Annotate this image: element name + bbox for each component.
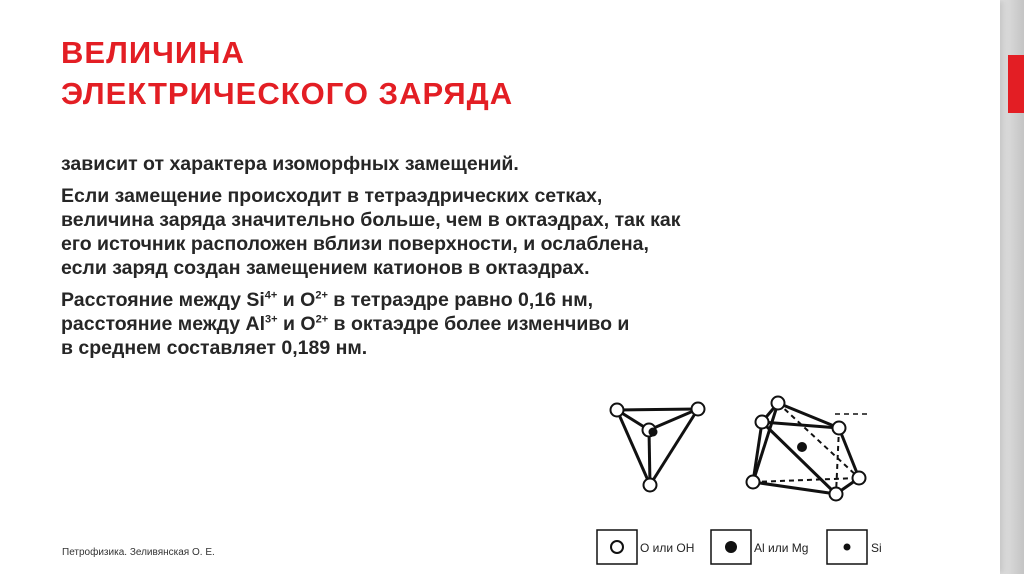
- text-segment: и O: [277, 289, 316, 311]
- octahedron-diagram: [747, 397, 870, 501]
- paragraph-3-line-1: [61, 288, 941, 312]
- accent-bar: [1008, 55, 1024, 113]
- text-segment: расстояние между Al: [61, 313, 266, 335]
- paragraph-1: зависит от характера изоморфных замещений.: [61, 153, 519, 175]
- crystal-structure-figure: [580, 380, 900, 572]
- title-line-2: ЭЛЕКТРИЧЕСКОГО ЗАРЯДА: [61, 76, 514, 111]
- legend-oxygen: [597, 530, 694, 564]
- paragraph-2-line: величина заряда значительно больше, чем в октаэдрах, так как: [61, 209, 681, 231]
- tetrahedron-diagram: [611, 403, 705, 492]
- legend-label-al-mg: Al или Mg: [754, 541, 809, 555]
- legend-al-mg: [711, 530, 808, 564]
- superscript: 2+: [315, 313, 329, 326]
- text-segment: Расстояние между Si: [61, 289, 265, 311]
- footer-credit: Петрофизика. Зеливянская О. Е.: [62, 547, 215, 558]
- legend-label-si: Si: [871, 541, 882, 555]
- si-icon: [844, 544, 851, 551]
- title-line-1: ВЕЛИЧИНА: [61, 35, 245, 70]
- text-segment: в тетраэдре равно 0,16 нм,: [327, 289, 594, 311]
- paragraph-3-line-3: в среднем составляет 0,189 нм.: [61, 337, 368, 359]
- paragraph-3-line-2: [61, 312, 941, 336]
- text-segment: и O: [277, 313, 316, 335]
- superscript: 3+: [265, 313, 278, 326]
- al-mg-icon: [725, 541, 737, 553]
- slide-body: [61, 152, 941, 368]
- legend-si: [827, 530, 882, 564]
- paragraph-3: [61, 288, 941, 360]
- paragraph-2-line: его источник расположен вблизи поверхности, и ослаблена,: [61, 233, 649, 255]
- paragraph-2-line: если заряд создан замещением катионов в октаэдрах.: [61, 257, 590, 279]
- text-segment: в октаэдре более изменчиво и: [328, 313, 630, 335]
- oxygen-icon: [611, 541, 623, 553]
- superscript: 4+: [264, 289, 278, 302]
- paragraph-2: [61, 184, 941, 280]
- legend: [597, 530, 882, 564]
- paragraph-2-line: Если замещение происходит в тетраэдрических сетках,: [61, 185, 603, 207]
- slide-title: [61, 32, 513, 114]
- legend-label-oxygen: О или ОН: [640, 541, 695, 555]
- superscript: 2+: [315, 289, 328, 302]
- crystal-structure-svg: [580, 380, 900, 572]
